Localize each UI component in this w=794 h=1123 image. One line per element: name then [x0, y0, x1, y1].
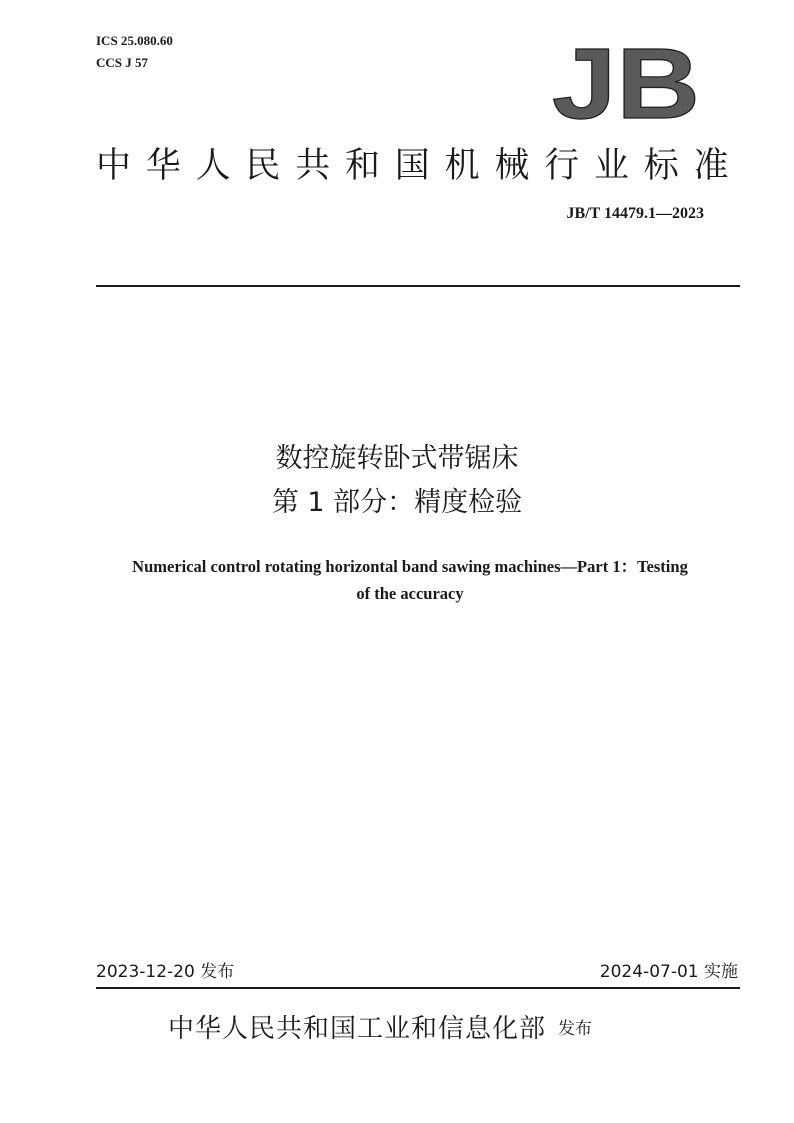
standard-category-title: 中华人民共和国机械行业标准 [96, 146, 744, 186]
publish-date: 2023-12-20 发布 [96, 962, 235, 982]
implement-date: 2024-07-01 实施 [599, 962, 738, 982]
jb-logo-text: JB [552, 40, 700, 120]
bottom-divider [96, 987, 740, 989]
top-divider [96, 285, 740, 287]
chinese-title [0, 437, 794, 525]
jb-logo [552, 40, 702, 120]
chinese-title-line-2: 第 1 部分：精度检验 [271, 487, 523, 518]
ics-code: ICS 25.080.60 [96, 33, 173, 48]
chinese-title-line-1: 数控旋转卧式带锯床 [275, 443, 519, 474]
ccs-code: CCS J 57 [96, 55, 149, 70]
english-title-line-1: Numerical control rotating horizontal band sawing machines—Part 1：Testing [132, 557, 688, 576]
english-title-line-2: of the accuracy [356, 584, 464, 603]
standard-code: JB/T 14479.1—2023 [566, 205, 704, 222]
classification-codes [96, 30, 173, 74]
issuer [168, 1008, 592, 1045]
english-title [90, 553, 730, 607]
issuer-name: 中华人民共和国工业和信息化部 [168, 1014, 547, 1044]
issuer-action: 发布 [558, 1019, 593, 1039]
